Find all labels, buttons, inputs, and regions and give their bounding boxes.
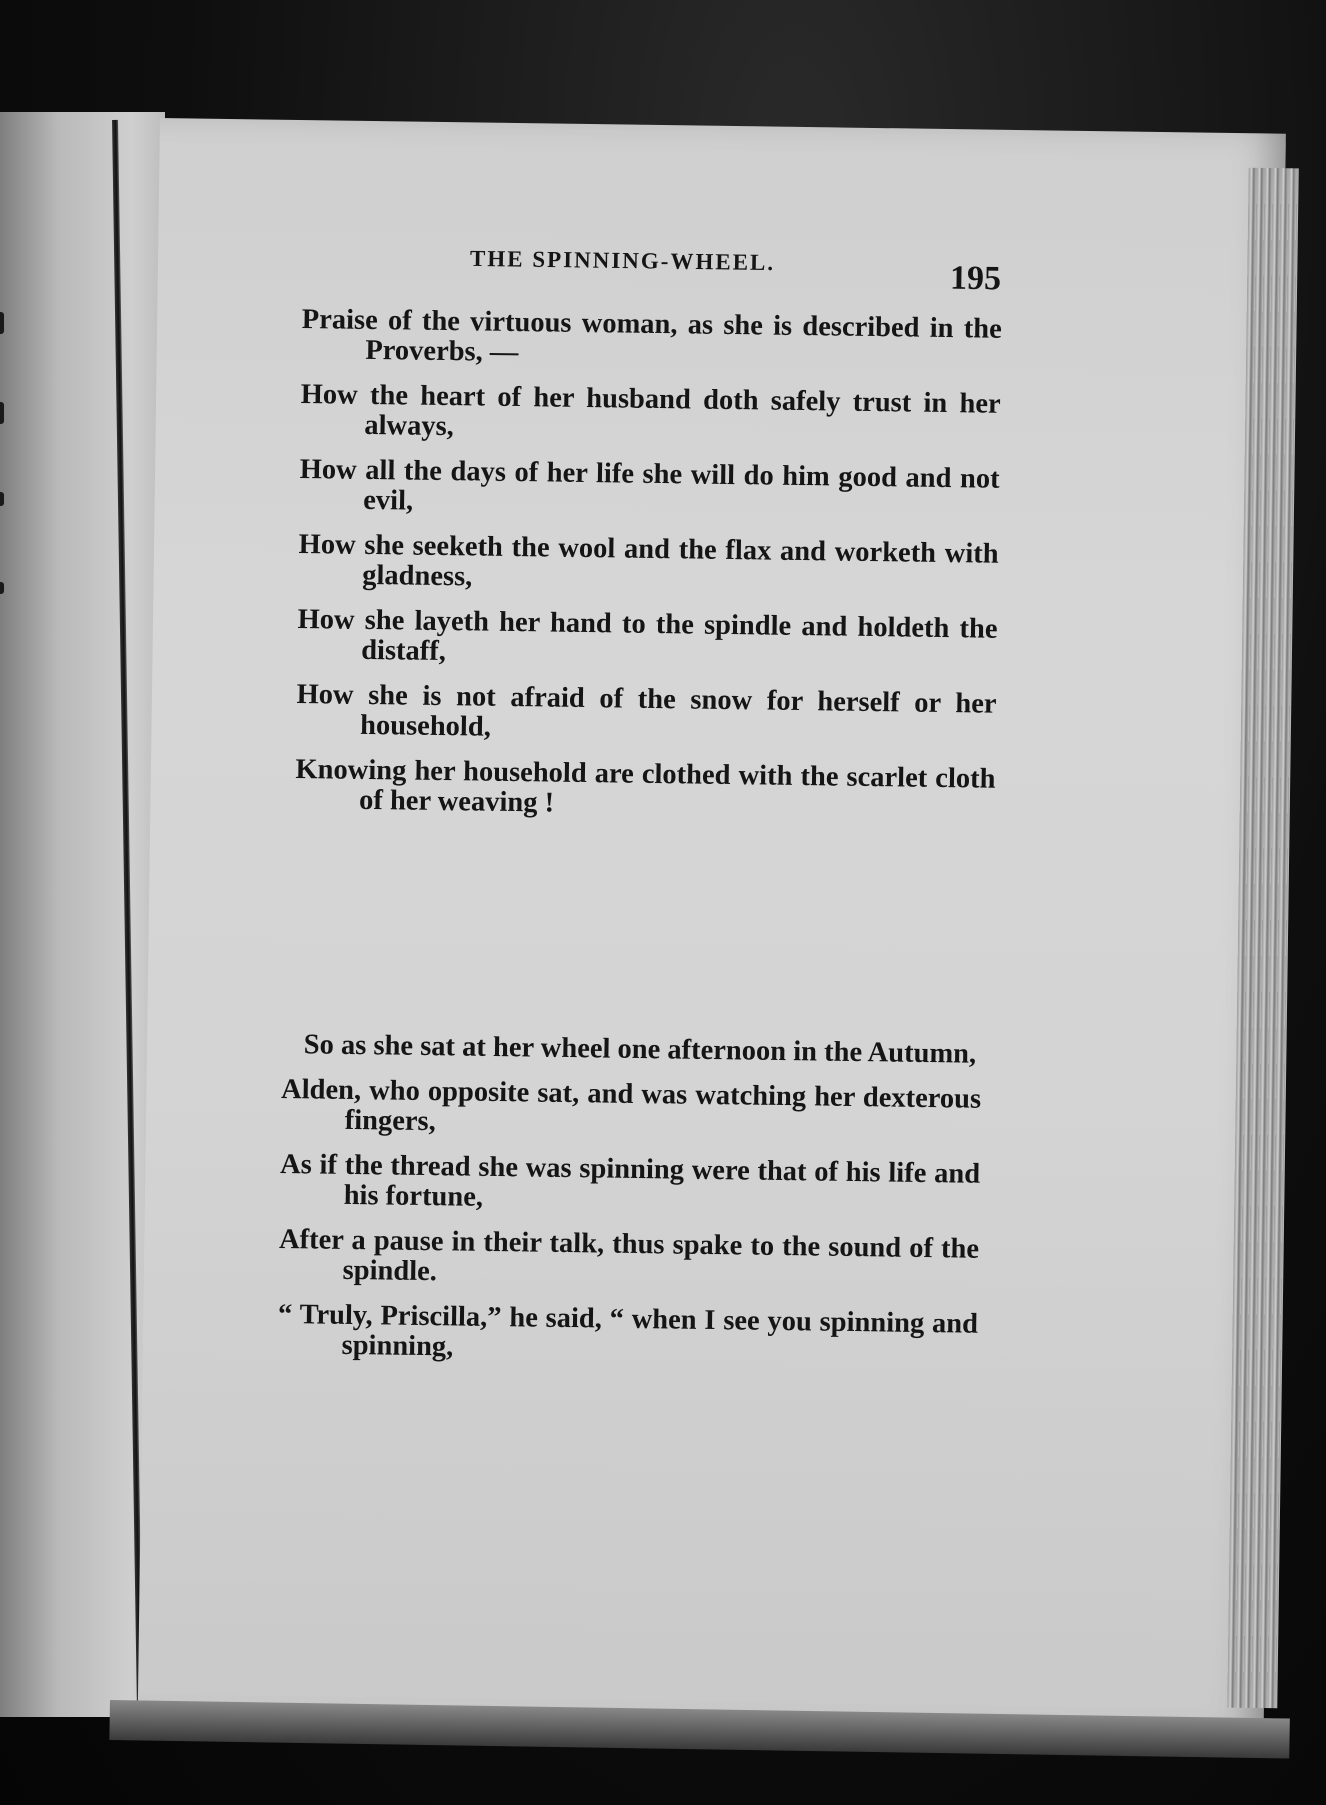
verse-line: How all the days of her life she will do him good and not evil, (299, 453, 1000, 517)
running-header: THE SPINNING-WHEEL. (469, 245, 776, 276)
verse-line: Alden, who opposite sat, and was watching her dexterous fingers, (280, 1073, 982, 1138)
verse-line: How the heart of her husband doth safely trust in her always, (300, 378, 1001, 443)
verse-line: As if the thread she was spinning were that of his life and his fortune, (279, 1148, 981, 1213)
page-number: 195 (949, 259, 1002, 298)
verse-line: Praise of the virtuous woman, as she is described in the Proverbs, — (301, 304, 1002, 369)
verse-line: How she is not afraid of the snow for herself or her household, (296, 678, 997, 743)
verse-line: After a pause in their talk, thus spake to the sound of the spindle. (278, 1223, 980, 1288)
stanza (295, 305, 1002, 840)
verse-line: Knowing her household are clothed with the scarlet cloth of her weaving ! (295, 753, 996, 819)
verse-line: “ Truly, Priscilla,” he said, “ when I see you spinning and spinning, (277, 1298, 979, 1363)
verse-line: How she seeketh the wool and the flax and worketh with gladness, (298, 528, 999, 593)
verse-line: So as she sat at her wheel one afternoon in the Autumn, (303, 1029, 977, 1070)
stanza (277, 1030, 982, 1385)
verse-line: How she layeth her hand to the spindle and holdeth the distaff, (297, 603, 998, 668)
